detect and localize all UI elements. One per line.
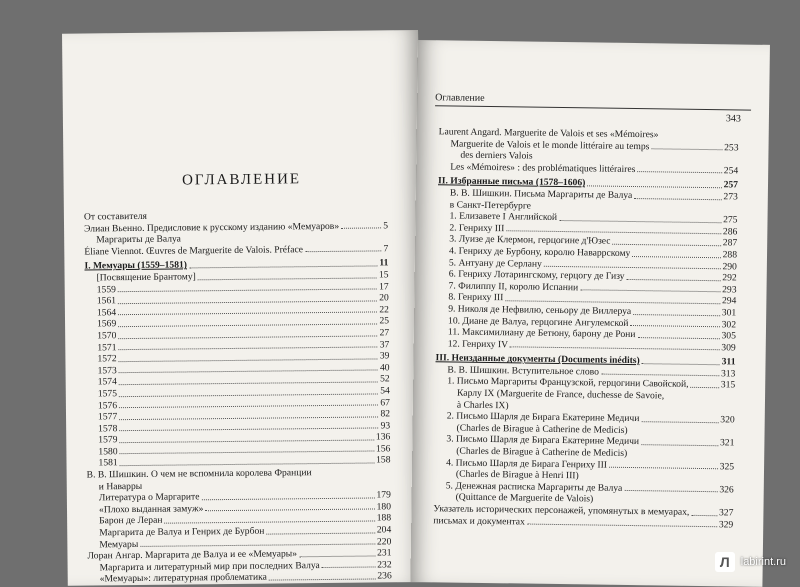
- toc-entry-title: 1571: [97, 341, 117, 353]
- toc-entry-title: 1574: [97, 376, 117, 388]
- dot-leader: [299, 555, 375, 557]
- toc-entry-page: 326: [719, 484, 734, 496]
- toc-entry-page: 232: [377, 559, 392, 571]
- toc-entry: [84, 243, 388, 258]
- toc-entry-title: II. Избранные письма (1578–1606): [437, 175, 586, 189]
- toc-entry-title: Laurent Angard. Marguerite de Valois et ses «Mémoires»: [438, 126, 659, 141]
- dot-leader: [144, 487, 389, 490]
- toc-entry-title: 1564: [96, 306, 117, 319]
- dot-leader: [660, 138, 736, 139]
- dot-leader: [118, 335, 377, 339]
- dot-leader: [118, 300, 377, 304]
- toc-entry-title: 1570: [97, 330, 117, 342]
- dot-leader: [641, 421, 718, 423]
- toc-entry-title: В. В. Шишкин. Письма Маргариты де Валуа: [449, 187, 633, 201]
- dot-leader: [527, 524, 717, 528]
- dot-leader: [581, 479, 732, 481]
- toc-entry-page: 37: [379, 338, 390, 350]
- dot-leader: [506, 231, 721, 235]
- toc-entry-page: 15: [378, 269, 389, 281]
- dot-leader: [505, 300, 720, 304]
- dot-leader: [691, 514, 717, 515]
- dot-leader: [119, 347, 378, 351]
- dot-leader: [119, 439, 373, 443]
- dot-leader: [637, 337, 719, 339]
- dot-leader: [609, 467, 718, 470]
- dot-leader: [559, 220, 721, 223]
- toc-entry-title: Литература о Маргарите: [98, 491, 200, 504]
- dot-leader: [510, 347, 719, 351]
- toc-title: ОГЛАВЛЕНИЕ: [181, 171, 302, 189]
- toc-entry-page: 11: [379, 257, 389, 269]
- toc-entry-title: 1577: [97, 411, 118, 423]
- toc-entry-page: 220: [376, 535, 392, 548]
- dot-leader: [198, 277, 377, 280]
- toc-entry-page: 253: [724, 141, 739, 154]
- toc-entry-page: 7: [383, 243, 389, 255]
- open-book: [62, 12, 770, 585]
- toc-entry-page: 179: [376, 489, 391, 501]
- toc-entry-page: 325: [719, 460, 735, 473]
- left-page: [62, 30, 424, 586]
- toc-entry-page: 302: [721, 318, 737, 330]
- toc-entry-page: 17: [379, 280, 389, 292]
- toc-entry-title: 1579: [98, 434, 118, 446]
- dot-leader: [322, 567, 375, 569]
- toc-entry-page: 180: [376, 501, 392, 513]
- dot-leader: [666, 399, 733, 400]
- toc-entry-page: 311: [721, 356, 736, 368]
- toc-entry-page: 156: [375, 443, 391, 455]
- toc-entry-page: 158: [376, 454, 391, 466]
- toc-entry-page: 293: [722, 283, 737, 296]
- running-header: Оглавление: [435, 92, 751, 110]
- toc-entry-title: «Мемуары»: литературная проблематика: [99, 572, 267, 585]
- toc-entry-title: Лоран Ангар. Маргарита де Валуа и ее «Мемуары»: [87, 548, 298, 562]
- toc-entry-page: 257: [723, 179, 739, 191]
- dot-leader: [601, 374, 719, 377]
- toc-entry-title: и Наварры: [98, 480, 143, 493]
- dot-leader: [634, 198, 721, 200]
- toc-entry-title: Маргариты де Валуа: [96, 233, 181, 246]
- toc-entry-title: 1573: [97, 364, 117, 377]
- toc-entry-page: 54: [380, 385, 390, 397]
- toc-entry-page: 39: [379, 350, 390, 362]
- dot-leader: [140, 544, 375, 547]
- dot-leader: [690, 387, 718, 388]
- toc-entry-title: Marguerite de Valois et le monde littéraire au temps: [450, 138, 650, 152]
- toc-entry-title: Маргарита и литературный мир при последних Валуа: [99, 559, 320, 574]
- toc-entry-page: 309: [721, 341, 736, 354]
- dot-leader: [305, 251, 382, 253]
- toc-entry-title: (Charles de Birague à Catherine de Medicis): [456, 422, 628, 436]
- dot-leader: [183, 240, 386, 242]
- dot-leader: [118, 312, 377, 316]
- toc-entry-page: 22: [379, 304, 389, 316]
- toc-entry-title: 1578: [98, 422, 118, 435]
- toc-entry-title: Элиан Вьенно. Предисловие к русскому изданию «Мемуаров»: [84, 220, 340, 235]
- toc-entry-page: 204: [376, 524, 392, 536]
- toc-entry-title: 1561: [96, 295, 117, 307]
- toc-entry-title: 6. Генриху Лотарингскому, герцогу де Гизу: [448, 268, 625, 283]
- toc-entry-title: (Quittance de Marguerite de Valois): [455, 491, 594, 505]
- toc-entry-title: 3. Луизе де Клермон, герцогине д'Юзес: [449, 233, 611, 248]
- toc-entry-title: 3. Письмо Шарля де Бирага Екатерине Медичи: [446, 433, 640, 448]
- toc-entry-page: 67: [380, 396, 390, 408]
- dot-leader: [119, 358, 378, 362]
- toc-entry-title: 4. Письмо Шарля де Бирага Генриху III: [446, 457, 608, 471]
- toc-entry-title: «Плохо выданная замуж»: [98, 503, 204, 516]
- toc-entry-title: Указатель исторических персонажей, упомянутых в мемуарах,: [433, 503, 690, 518]
- toc-entry-title: письмах и документах: [433, 514, 525, 528]
- toc-entry-title: 7. Филиппу II, королю Испании: [448, 280, 579, 293]
- dot-leader: [266, 532, 374, 534]
- toc-entry-page: 40: [379, 362, 390, 374]
- dot-leader: [119, 370, 378, 374]
- toc-entry-title: Карлу IX (Marguerite de France, duchesse de Savoie,: [456, 387, 665, 402]
- toc-entry-page: 273: [723, 191, 738, 203]
- dot-leader: [119, 393, 378, 397]
- toc-entry-title: (Charles de Birague à Henri III): [455, 468, 579, 482]
- dot-leader: [595, 503, 731, 505]
- toc-entry: [88, 571, 392, 586]
- toc-entry-title: в Санкт-Петербурге: [449, 199, 532, 212]
- dot-leader: [613, 244, 721, 247]
- dot-leader: [637, 171, 721, 173]
- toc-entry-title: 1576: [97, 399, 118, 411]
- right-page: [410, 40, 770, 587]
- dot-leader: [201, 497, 374, 500]
- toc-entry-title: 2. Письмо Шарля де Бирага Екатерине Медичи: [446, 410, 640, 425]
- dot-leader: [587, 185, 721, 188]
- dot-leader: [119, 416, 378, 420]
- dot-leader: [205, 509, 374, 512]
- toc-entry-page: 52: [380, 373, 390, 385]
- toc-entry-page: 286: [722, 226, 738, 238]
- toc-entry-title: I. Мемуары (1559–1581): [84, 259, 188, 272]
- dot-leader: [120, 451, 374, 455]
- toc-entry-page: 315: [720, 379, 736, 391]
- toc-entry-title: 1569: [97, 318, 117, 330]
- right-toc-list: [433, 126, 739, 530]
- dot-leader: [642, 363, 720, 365]
- dot-leader: [120, 463, 374, 467]
- toc-entry-title: 1. Елизавете I Английской: [449, 210, 558, 224]
- dot-leader: [269, 578, 375, 580]
- toc-entry-page: 25: [379, 315, 390, 327]
- toc-entry-title: Éliane Viennot. Œuvres de Marguerite de Valois. Préface: [84, 243, 304, 258]
- toc-entry-title: От составителя: [83, 210, 147, 223]
- toc-entry-title: 5. Денежная расписка Маргариты де Валуа: [445, 480, 623, 494]
- toc-entry-title: В. В. Шишкин. О чем не вспомнила королева Франции: [86, 467, 312, 481]
- dot-leader: [580, 290, 720, 293]
- dot-leader: [624, 490, 717, 492]
- toc-entry-title: 9. Николя де Нефвилю, сеньору де Виллеруа: [448, 303, 632, 317]
- toc-entry-title: Барон де Леран: [99, 515, 163, 527]
- toc-entry-title: (Charles de Birague à Catherine de Medicis): [456, 445, 628, 459]
- toc-entry-page: 288: [722, 249, 738, 261]
- dot-leader: [118, 289, 377, 293]
- toc-entry-title: Мемуары: [99, 538, 139, 550]
- dot-leader: [118, 323, 377, 327]
- toc-entry-page: 313: [720, 368, 736, 380]
- toc-entry-title: Маргарита де Валуа и Генрих де Бурбон: [99, 525, 265, 539]
- dot-leader: [119, 405, 378, 409]
- toc-entry-page: 305: [721, 330, 736, 342]
- toc-entry-page: 27: [379, 327, 390, 339]
- watermark: [715, 552, 786, 572]
- toc-entry-page: 236: [377, 570, 392, 582]
- toc-entry-page: 320: [720, 414, 735, 426]
- toc-entry-title: 10. Диане де Валуа, герцогине Ангулемской: [448, 314, 629, 329]
- toc-entry-title: В. В. Шишкин. Вступительное слово: [447, 364, 599, 378]
- dot-leader: [314, 475, 389, 476]
- dot-leader: [119, 381, 378, 385]
- dot-leader: [651, 148, 722, 150]
- toc-entry-title: 2. Генриху III: [449, 222, 505, 234]
- toc-entry-page: 136: [375, 431, 391, 443]
- dot-leader: [629, 457, 732, 458]
- toc-entry-title: des derniers Valois: [460, 149, 533, 162]
- toc-entry-title: 1580: [98, 446, 118, 458]
- dot-leader: [189, 265, 377, 268]
- dot-leader: [341, 228, 381, 229]
- dot-leader: [633, 314, 720, 316]
- dot-leader: [149, 217, 386, 219]
- toc-entry-title: [Посвящение Брантому]: [96, 271, 196, 284]
- toc-entry-title: 1572: [97, 353, 117, 365]
- toc-entry-title: 1. Письмо Маргариты Французской, герцогини Савойской,: [447, 375, 689, 391]
- dot-leader: [533, 209, 736, 212]
- toc-entry-title: 1559: [96, 283, 116, 295]
- toc-entry-page: 5: [383, 219, 389, 231]
- toc-entry-title: 4. Генриху де Бурбону, королю Наваррскому: [448, 245, 631, 259]
- toc-entry-page: 254: [723, 165, 739, 177]
- dot-leader: [164, 521, 374, 524]
- dot-leader: [535, 159, 737, 162]
- toc-entry-page: 290: [722, 260, 737, 273]
- dot-leader: [544, 266, 721, 269]
- dot-leader: [119, 428, 378, 432]
- left-toc-list: [84, 208, 392, 585]
- toc-entry-page: 321: [719, 437, 735, 449]
- dot-leader: [626, 279, 720, 281]
- toc-entry-title: Les «Mémoires» : des problématiques littéraires: [450, 161, 636, 175]
- toc-entry-page: 329: [718, 518, 734, 531]
- toc-entry-page: 188: [376, 512, 392, 524]
- toc-entry-title: 1575: [97, 388, 118, 400]
- toc-entry-page: 20: [379, 292, 389, 304]
- toc-entry-page: 231: [377, 547, 392, 559]
- dot-leader: [630, 433, 733, 434]
- toc-entry-title: 8. Генриху III: [448, 291, 504, 304]
- toc-entry-title: 12. Генриху IV: [447, 338, 509, 350]
- toc-entry-title: III. Неизданные документы (Documents inédits): [435, 352, 640, 367]
- toc-entry-title: à Charles IX): [456, 399, 509, 411]
- toc-entry-page: 327: [718, 507, 734, 519]
- toc-entry-page: 292: [722, 272, 737, 284]
- toc-entry-title: 11. Максимилиану де Бетюну, барону де Рони: [447, 326, 636, 341]
- dot-leader: [641, 444, 718, 446]
- toc-entry-title: 5. Антуану де Серлану: [448, 256, 542, 270]
- toc-entry-page: 287: [722, 237, 738, 249]
- toc-entry-page: 82: [380, 408, 391, 420]
- labirint-logo-icon: Л: [715, 552, 735, 572]
- toc-entry-page: 93: [380, 420, 391, 432]
- toc-entry-page: 294: [721, 295, 737, 307]
- page-number: 343: [725, 113, 742, 125]
- toc-entry-page: 275: [723, 214, 738, 226]
- toc-entry-page: 301: [721, 307, 737, 319]
- toc-entry-title: 1581: [98, 457, 118, 469]
- dot-leader: [632, 256, 720, 258]
- dot-leader: [630, 325, 719, 327]
- watermark-text: labirint.ru: [740, 556, 786, 568]
